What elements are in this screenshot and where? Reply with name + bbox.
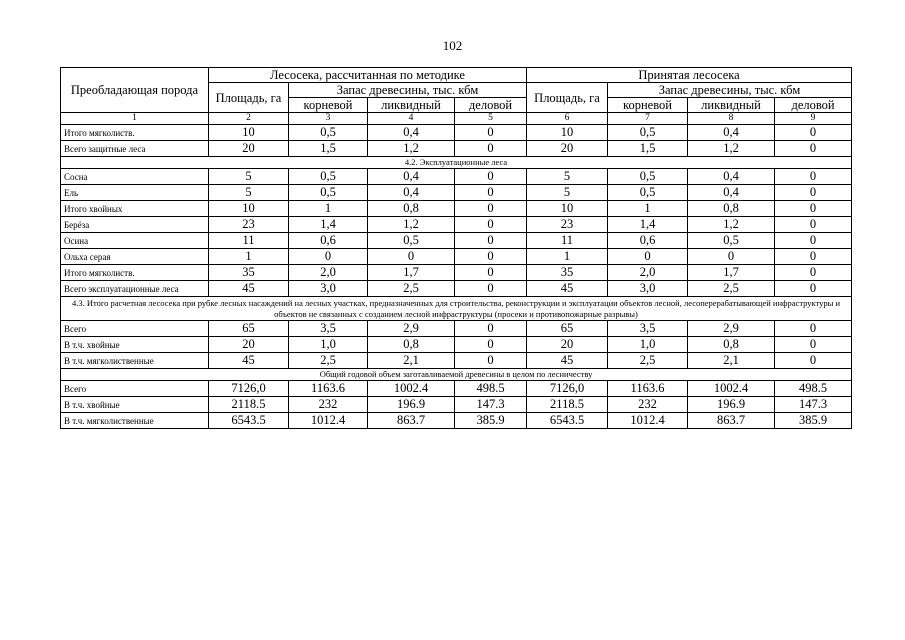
column-number: 2 (209, 113, 289, 125)
value-cell: 2118.5 (209, 397, 289, 413)
value-cell: 0,4 (368, 185, 455, 201)
value-cell: 3,5 (608, 321, 688, 337)
business-header: деловой (775, 98, 852, 113)
value-cell: 1,5 (608, 141, 688, 157)
value-cell: 7126,0 (527, 381, 608, 397)
value-cell: 0,5 (608, 185, 688, 201)
value-cell: 0 (775, 281, 852, 297)
value-cell: 10 (527, 201, 608, 217)
value-cell: 10 (527, 125, 608, 141)
species-cell: Ольха серая (61, 249, 209, 265)
logging-volume-table (60, 67, 852, 429)
value-cell: 20 (209, 337, 289, 353)
value-cell: 1,2 (688, 217, 775, 233)
value-cell: 0 (775, 125, 852, 141)
section-row (61, 297, 852, 321)
species-cell: Итого мягколиств. (61, 125, 209, 141)
table-row (61, 217, 852, 233)
value-cell: 498.5 (455, 381, 527, 397)
liquid-header: ликвидный (368, 98, 455, 113)
table-row (61, 397, 852, 413)
species-cell: Итого хвойных (61, 201, 209, 217)
value-cell: 2,5 (608, 353, 688, 369)
table-row (61, 353, 852, 369)
value-cell: 23 (209, 217, 289, 233)
value-cell: 0 (455, 141, 527, 157)
value-cell: 1002.4 (688, 381, 775, 397)
value-cell: 5 (527, 169, 608, 185)
business-header: деловой (455, 98, 527, 113)
value-cell: 1012.4 (289, 413, 368, 429)
column-number: 6 (527, 113, 608, 125)
value-cell: 0,4 (688, 169, 775, 185)
value-cell: 23 (527, 217, 608, 233)
value-cell: 20 (209, 141, 289, 157)
species-cell: В т.ч. хвойные (61, 397, 209, 413)
value-cell: 3,5 (289, 321, 368, 337)
value-cell: 10 (209, 201, 289, 217)
root-header: корневой (608, 98, 688, 113)
value-cell: 2,5 (368, 281, 455, 297)
table-row (61, 169, 852, 185)
value-cell: 11 (209, 233, 289, 249)
value-cell: 0,5 (688, 233, 775, 249)
value-cell: 45 (209, 353, 289, 369)
value-cell: 35 (527, 265, 608, 281)
section-title: Общий годовой объем заготавливаемой древесины в целом по лесничеству (61, 369, 852, 381)
table-row (61, 249, 852, 265)
value-cell: 1012.4 (608, 413, 688, 429)
value-cell: 1,7 (368, 265, 455, 281)
value-cell: 3,0 (289, 281, 368, 297)
value-cell: 45 (527, 353, 608, 369)
species-cell: Всего (61, 321, 209, 337)
value-cell: 0,5 (608, 125, 688, 141)
value-cell: 2118.5 (527, 397, 608, 413)
value-cell: 0,5 (608, 169, 688, 185)
value-cell: 0,6 (608, 233, 688, 249)
column-number: 9 (775, 113, 852, 125)
species-cell: Всего (61, 381, 209, 397)
accepted-logging-header: Принятая лесосека (527, 68, 852, 83)
value-cell: 1,2 (368, 217, 455, 233)
liquid-header: ликвидный (688, 98, 775, 113)
table-row (61, 185, 852, 201)
value-cell: 0 (455, 217, 527, 233)
value-cell: 0,5 (289, 185, 368, 201)
species-cell: Берёза (61, 217, 209, 233)
value-cell: 0,8 (688, 201, 775, 217)
value-cell: 0 (368, 249, 455, 265)
value-cell: 0,4 (368, 169, 455, 185)
value-cell: 0 (775, 217, 852, 233)
species-cell: Сосна (61, 169, 209, 185)
value-cell: 232 (608, 397, 688, 413)
value-cell: 0 (455, 337, 527, 353)
value-cell: 1,2 (688, 141, 775, 157)
species-cell: В т.ч. мягколиственные (61, 413, 209, 429)
value-cell: 0 (455, 321, 527, 337)
section-title: 4.2. Эксплуатационные леса (61, 157, 852, 169)
value-cell: 863.7 (688, 413, 775, 429)
value-cell: 0 (455, 265, 527, 281)
value-cell: 6543.5 (209, 413, 289, 429)
value-cell: 0,8 (688, 337, 775, 353)
value-cell: 0 (455, 249, 527, 265)
value-cell: 1 (289, 201, 368, 217)
table-row (61, 125, 852, 141)
value-cell: 1 (608, 201, 688, 217)
table-row (61, 321, 852, 337)
value-cell: 3,0 (608, 281, 688, 297)
value-cell: 2,1 (368, 353, 455, 369)
stock-header: Запас древесины, тыс. кбм (289, 83, 527, 98)
value-cell: 0 (289, 249, 368, 265)
value-cell: 2,9 (368, 321, 455, 337)
species-cell: Итого мягколиств. (61, 265, 209, 281)
table-row (61, 281, 852, 297)
table-row (61, 141, 852, 157)
value-cell: 0 (455, 125, 527, 141)
value-cell: 196.9 (688, 397, 775, 413)
value-cell: 5 (209, 169, 289, 185)
species-header: Преобладающая порода (61, 68, 209, 113)
area-header: Площадь, га (527, 83, 608, 113)
value-cell: 5 (527, 185, 608, 201)
value-cell: 0 (775, 201, 852, 217)
value-cell: 0 (775, 353, 852, 369)
table-row (61, 201, 852, 217)
value-cell: 147.3 (775, 397, 852, 413)
section-title: 4.3. Итого расчетная лесосека при рубке лесных насаждений на лесных участках, предназначенных для строительства, реконструкции и эксплуатации объектов лесной, лесоперерабатывающей инфраструктуры и объектов не связанных с созданием лесной инфраструктуры (просеки и противопожарные разрывы) (61, 297, 852, 321)
value-cell: 11 (527, 233, 608, 249)
value-cell: 20 (527, 141, 608, 157)
value-cell: 0 (775, 249, 852, 265)
value-cell: 232 (289, 397, 368, 413)
value-cell: 0 (775, 337, 852, 353)
species-cell: В т.ч. хвойные (61, 337, 209, 353)
table-row (61, 265, 852, 281)
column-number: 8 (688, 113, 775, 125)
table-row (61, 381, 852, 397)
value-cell: 0,4 (688, 185, 775, 201)
value-cell: 0,6 (289, 233, 368, 249)
value-cell: 147.3 (455, 397, 527, 413)
root-header: корневой (289, 98, 368, 113)
value-cell: 0 (455, 233, 527, 249)
value-cell: 2,0 (289, 265, 368, 281)
stock-header: Запас древесины, тыс. кбм (608, 83, 852, 98)
value-cell: 385.9 (775, 413, 852, 429)
value-cell: 65 (527, 321, 608, 337)
value-cell: 0 (455, 201, 527, 217)
value-cell: 10 (209, 125, 289, 141)
value-cell: 1163.6 (289, 381, 368, 397)
species-cell: Ель (61, 185, 209, 201)
value-cell: 0 (455, 169, 527, 185)
value-cell: 45 (527, 281, 608, 297)
column-number: 3 (289, 113, 368, 125)
value-cell: 1 (527, 249, 608, 265)
value-cell: 0,4 (688, 125, 775, 141)
value-cell: 1163.6 (608, 381, 688, 397)
value-cell: 2,0 (608, 265, 688, 281)
value-cell: 2,5 (289, 353, 368, 369)
value-cell: 0 (455, 353, 527, 369)
value-cell: 6543.5 (527, 413, 608, 429)
value-cell: 0 (455, 281, 527, 297)
species-cell: В т.ч. мягколиственные (61, 353, 209, 369)
value-cell: 0 (775, 141, 852, 157)
value-cell: 1,5 (289, 141, 368, 157)
table-row (61, 337, 852, 353)
value-cell: 1,0 (289, 337, 368, 353)
value-cell: 0,5 (289, 125, 368, 141)
value-cell: 5 (209, 185, 289, 201)
column-number: 5 (455, 113, 527, 125)
table-row (61, 413, 852, 429)
value-cell: 45 (209, 281, 289, 297)
value-cell: 2,1 (688, 353, 775, 369)
value-cell: 0 (775, 321, 852, 337)
value-cell: 196.9 (368, 397, 455, 413)
section-row (61, 157, 852, 169)
value-cell: 0,4 (368, 125, 455, 141)
value-cell: 0,5 (289, 169, 368, 185)
value-cell: 1,4 (289, 217, 368, 233)
column-number: 1 (61, 113, 209, 125)
value-cell: 0 (775, 265, 852, 281)
value-cell: 0 (688, 249, 775, 265)
section-row (61, 369, 852, 381)
value-cell: 1002.4 (368, 381, 455, 397)
column-number: 7 (608, 113, 688, 125)
value-cell: 1,0 (608, 337, 688, 353)
value-cell: 863.7 (368, 413, 455, 429)
value-cell: 0 (775, 169, 852, 185)
page-number: 102 (442, 38, 463, 53)
table-row (61, 233, 852, 249)
value-cell: 0,5 (368, 233, 455, 249)
value-cell: 20 (527, 337, 608, 353)
value-cell: 7126,0 (209, 381, 289, 397)
value-cell: 1,2 (368, 141, 455, 157)
value-cell: 0 (775, 185, 852, 201)
value-cell: 0 (608, 249, 688, 265)
value-cell: 0 (455, 185, 527, 201)
value-cell: 0,8 (368, 337, 455, 353)
value-cell: 1,7 (688, 265, 775, 281)
value-cell: 2,5 (688, 281, 775, 297)
species-cell: Всего эксплуатационные леса (61, 281, 209, 297)
value-cell: 0,8 (368, 201, 455, 217)
calc-logging-header: Лесосека, рассчитанная по методике (209, 68, 527, 83)
value-cell: 65 (209, 321, 289, 337)
species-cell: Осина (61, 233, 209, 249)
value-cell: 35 (209, 265, 289, 281)
species-cell: Всего защитные леса (61, 141, 209, 157)
area-header: Площадь, га (209, 83, 289, 113)
column-number: 4 (368, 113, 455, 125)
value-cell: 1 (209, 249, 289, 265)
value-cell: 385.9 (455, 413, 527, 429)
value-cell: 1,4 (608, 217, 688, 233)
value-cell: 498.5 (775, 381, 852, 397)
value-cell: 2,9 (688, 321, 775, 337)
value-cell: 0 (775, 233, 852, 249)
